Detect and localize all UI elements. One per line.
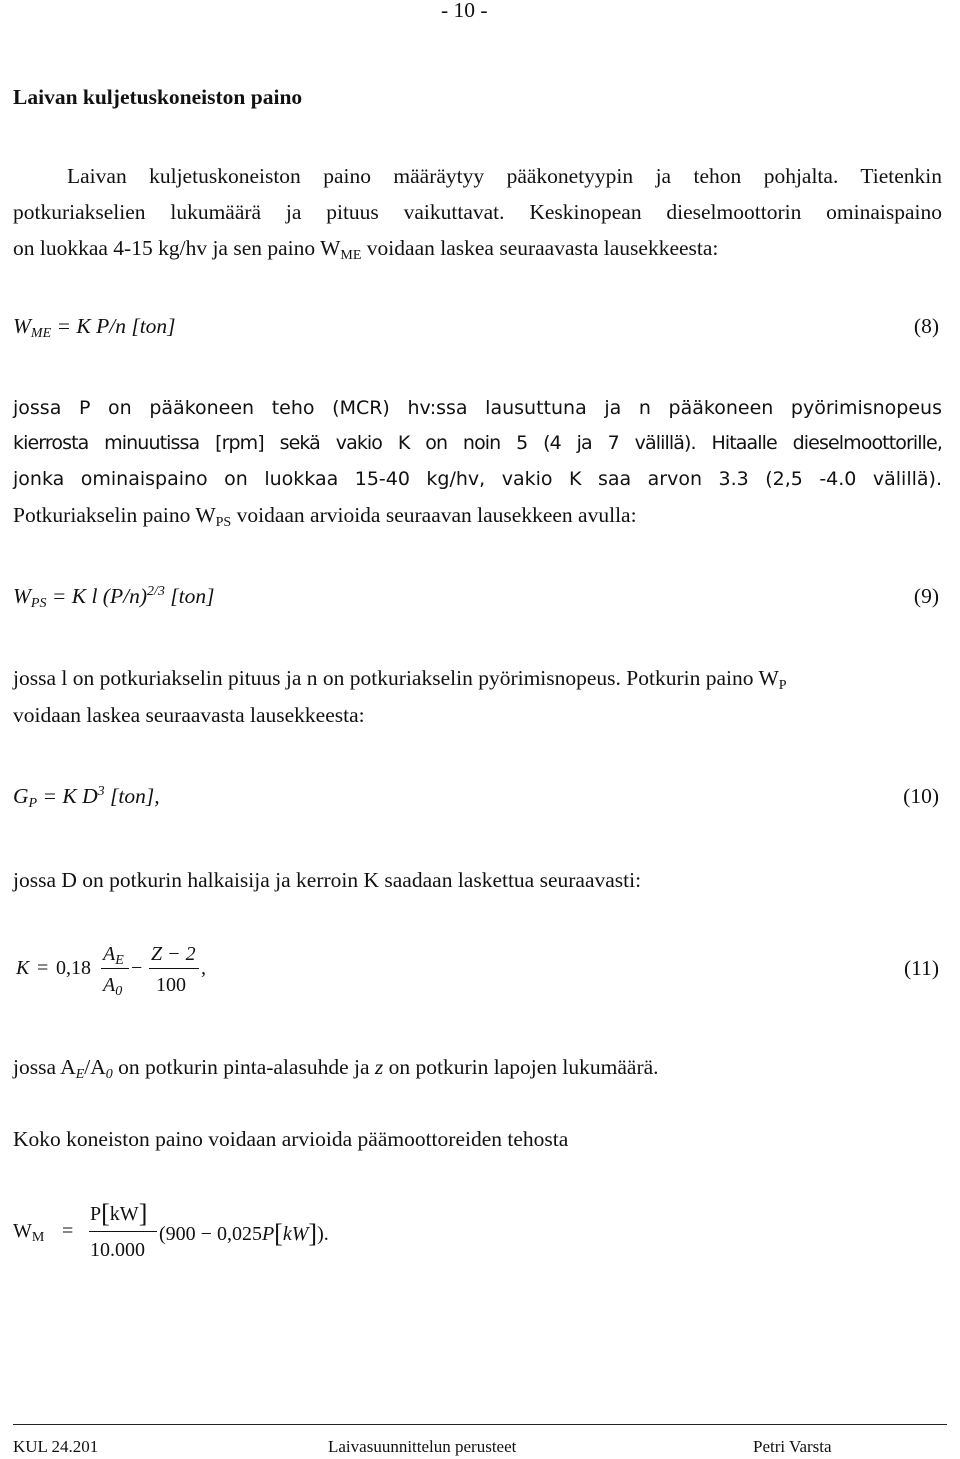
eq-subscript: ME bbox=[30, 326, 52, 341]
eq-equals: = bbox=[62, 1220, 74, 1242]
paragraph-2-line-2: kierrosta minuutissa [rpm] sekä vakio K on noin 5 (4 ja 7 välillä). Hitaalle dieselmoottorille, bbox=[13, 432, 942, 454]
text-run: voidaan laskea seuraavasta lausekkeesta: bbox=[361, 236, 719, 260]
bracket: [ bbox=[274, 1219, 283, 1248]
eq-subscript: P bbox=[28, 796, 38, 811]
variable-z: z bbox=[374, 1055, 384, 1079]
text-run: W bbox=[13, 1220, 32, 1242]
paragraph-2-line-3: jonka ominaispaino on luokkaa 15-40 kg/hv, vakio K saa arvon 3.3 (2,5 -4.0 välillä). bbox=[13, 468, 942, 490]
paragraph-3-line-2: voidaan laskea seuraavasta lausekkeesta: bbox=[13, 703, 365, 727]
paragraph-1-line-2: potkuriakselien lukumäärä ja pituus vaikuttavat. Keskinopean dieselmoottorin ominaispaino bbox=[13, 200, 942, 224]
bracket: ] bbox=[138, 1199, 148, 1228]
eq-superscript: 2/3 bbox=[146, 584, 165, 599]
eq-parenthesis-expression bbox=[159, 1221, 329, 1247]
eq-denominator-2: 100 bbox=[156, 974, 186, 996]
eq-lhs: G bbox=[13, 784, 29, 808]
eq-superscript: 3 bbox=[97, 784, 105, 799]
eq-rhs: = K D bbox=[37, 784, 98, 808]
eq-comma: , bbox=[201, 957, 206, 979]
equation-number-8: (8) bbox=[913, 314, 939, 338]
footer-rule bbox=[13, 1424, 947, 1425]
subscript: 0 bbox=[115, 984, 123, 999]
subscript: E bbox=[75, 1067, 85, 1082]
eq-coefficient: 0,18 bbox=[56, 957, 91, 979]
equation-number-9: (9) bbox=[913, 584, 939, 608]
text-run: kW bbox=[109, 1203, 139, 1225]
text-run: on luokkaa 4-15 kg/hv ja sen paino W bbox=[13, 236, 341, 260]
equation-9 bbox=[13, 584, 215, 611]
eq-numerator bbox=[90, 1201, 147, 1227]
eq-denominator-1 bbox=[103, 974, 123, 999]
footer-right: Petri Varsta bbox=[753, 1437, 832, 1456]
text-run: voidaan arvioida seuraavan lausekkeen avulla: bbox=[231, 503, 637, 527]
paragraph-2-line-4 bbox=[13, 503, 637, 530]
unit: kW bbox=[282, 1223, 309, 1245]
footer-center: Laivasuunnittelun perusteet bbox=[328, 1437, 517, 1456]
eq-lhs: W bbox=[13, 584, 31, 608]
text-run: (900 − 0,025 bbox=[159, 1223, 262, 1245]
subscript: PS bbox=[215, 515, 232, 530]
text-run: Potkuriakselin paino W bbox=[13, 503, 216, 527]
equation-10 bbox=[13, 784, 160, 811]
text-run: A bbox=[103, 974, 116, 996]
text-run: ). bbox=[317, 1223, 329, 1245]
eq-equals: = bbox=[37, 957, 49, 979]
equation-number-11: (11) bbox=[903, 956, 939, 980]
subscript: 0 bbox=[105, 1067, 113, 1082]
text-run: on potkurin lapojen lukumäärä. bbox=[383, 1055, 659, 1079]
eq-numerator-1 bbox=[103, 943, 124, 968]
paragraph-1-line-1: Laivan kuljetuskoneiston paino määräytyy pääkonetyypin ja tehon pohjalta. Tietenkin bbox=[67, 164, 942, 188]
eq-subscript: PS bbox=[30, 596, 47, 611]
paragraph-5 bbox=[13, 1055, 659, 1082]
equation-number-10: (10) bbox=[903, 784, 939, 808]
subscript: P bbox=[778, 678, 787, 693]
page-number: - 10 - bbox=[441, 0, 488, 22]
paragraph-2-line-1: jossa P on pääkoneen teho (MCR) hv:ssa lausuttuna ja n pääkoneen pyörimisnopeus bbox=[13, 397, 942, 419]
bracket: [ bbox=[101, 1199, 110, 1228]
text-run: /A bbox=[84, 1055, 106, 1079]
subscript: M bbox=[31, 1230, 45, 1245]
fraction-line-2 bbox=[149, 968, 199, 969]
text-run: P bbox=[90, 1203, 102, 1225]
paragraph-6: Koko koneiston paino voidaan arvioida päämoottoreiden tehosta bbox=[13, 1127, 569, 1151]
paragraph-3-line-1 bbox=[13, 666, 787, 693]
eq-lhs: W bbox=[13, 314, 31, 338]
text-run: on potkurin pinta-alasuhde ja bbox=[112, 1055, 375, 1079]
eq-unit: [ton], bbox=[104, 784, 160, 808]
paragraph-4: jossa D on potkurin halkaisija ja kerroin K saadaan laskettua seuraavasti: bbox=[13, 868, 642, 892]
section-heading: Laivan kuljetuskoneiston paino bbox=[13, 85, 303, 109]
eq-rhs: = K l (P/n) bbox=[46, 584, 147, 608]
eq-numerator-2: Z − 2 bbox=[151, 943, 196, 965]
eq-minus: − bbox=[131, 957, 143, 979]
eq-w bbox=[13, 1220, 45, 1245]
footer-left: KUL 24.201 bbox=[13, 1437, 99, 1456]
text-run: A bbox=[103, 943, 116, 965]
eq-rhs: = K P/n [ton] bbox=[51, 314, 176, 338]
paragraph-1-line-3 bbox=[13, 236, 719, 263]
fraction-line-1 bbox=[101, 968, 129, 969]
bracket: ] bbox=[308, 1219, 318, 1248]
variable-p: P bbox=[261, 1223, 275, 1245]
subscript: E bbox=[115, 953, 124, 968]
equation-8 bbox=[13, 314, 176, 341]
fraction-line bbox=[89, 1231, 157, 1232]
text-run: jossa A bbox=[13, 1055, 76, 1079]
eq-denominator: 10.000 bbox=[90, 1239, 145, 1261]
eq-k: K bbox=[16, 957, 30, 979]
subscript: ME bbox=[340, 248, 362, 263]
text-run: jossa l on potkuriakselin pituus ja n on potkuriakselin pyörimisnopeus. Potkurin paino W bbox=[13, 666, 779, 690]
eq-unit: [ton] bbox=[164, 584, 215, 608]
